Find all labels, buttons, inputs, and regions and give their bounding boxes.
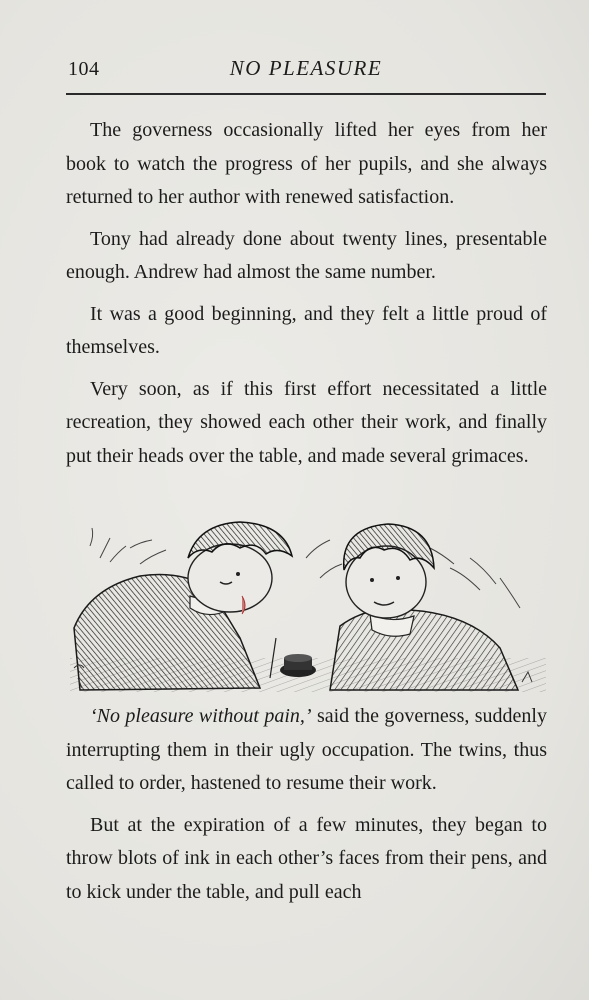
paragraph-rest: said the governess, suddenly interrupting them in their ugly occupation. The twins, thus called to order, hastened to resume their work. [66,705,547,794]
paragraph: It was a good beginning, and they felt a little proud of themselves. [66,302,547,358]
paragraph: Tony had already done about twenty lines, presentable enough. Andrew had almost the same number. [66,227,547,283]
header-rule [66,93,546,95]
running-head [68,54,544,84]
text-block-top [66,114,547,481]
text-block-bottom [66,700,547,917]
running-title: NO PLEASURE [229,56,383,80]
paragraph: But at the expiration of a few minutes, they began to throw blots of ink in each other’s faces from their pens, and to kick under the table, and pull each [66,813,547,903]
quoted-motto: ‘No pleasure without pain,’ [90,705,312,727]
paragraph-with-quote [66,700,547,801]
illustration-drawing [70,518,546,692]
paragraph: Very soon, as if this first effort necessitated a little recreation, they showed each other their work, and finally put their heads over the table, and made several grimaces. [66,377,547,467]
paragraph: The governess occasionally lifted her eyes from her book to watch the progress of her pupils, and she always returned to her author with renewed satisfaction. [66,119,547,208]
engraving-two-boys-grimacing [70,518,546,692]
page-number: 104 [68,58,100,80]
